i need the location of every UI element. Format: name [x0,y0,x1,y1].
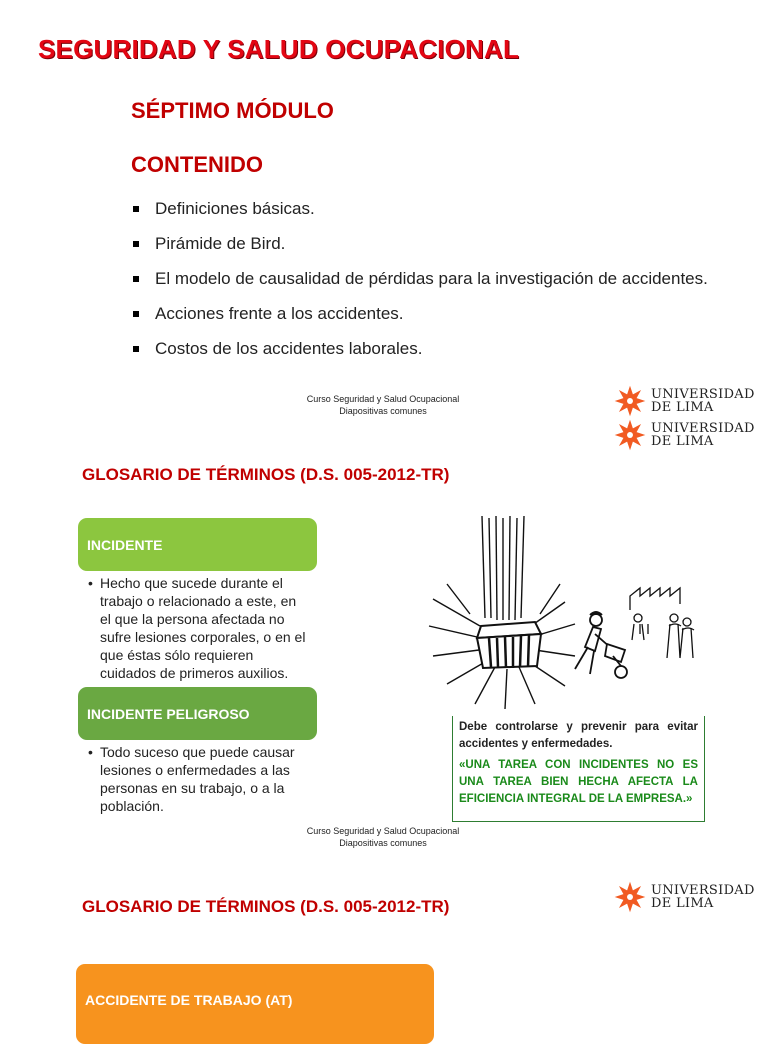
notice-text: Debe controlarse y prevenir para evitar accidentes y enfermedades. [459,721,698,750]
module-title: SÉPTIMO MÓDULO [131,98,334,123]
list-item [131,303,708,338]
term-description-text: Hecho que sucede durante el trabajo o relacionado a este, en el que la persona afectada no sufre lesiones corporales, o en el que éstas sólo requieren cuidados de primeros auxilios. [100,575,306,681]
bullet-dot-icon: • [88,744,93,760]
list-item-text: Costos de los accidentes laborales. [155,339,423,358]
list-item-text: Pirámide de Bird. [155,234,286,253]
bullet-square-icon [133,206,139,212]
term-label: INCIDENTE PELIGROSO [87,705,250,722]
notice-quote: «UNA TAREA CON INCIDENTES NO ES UNA TAREA BIEN HECHA AFECTA LA EFICIENCIA INTEGRAL DE LA EMPRESA.» [459,759,698,805]
logo-line2: DE LIMA [651,896,714,911]
bullet-square-icon [133,346,139,352]
term-incidente-peligroso-description [88,743,312,815]
main-title: SEGURIDAD Y SALUD OCUPACIONAL [38,34,520,64]
list-item [131,233,708,268]
term-incidente-box [78,518,317,571]
slide2-footer [268,825,498,849]
footer-subtitle: Diapositivas comunes [339,838,427,848]
bullet-square-icon [133,241,139,247]
term-label: INCIDENTE [87,536,163,553]
logo-line1: UNIVERSIDAD [651,421,755,436]
notice-box [452,716,705,822]
bullet-square-icon [133,311,139,317]
university-logo [613,880,755,914]
footer-course: Curso Seguridad y Salud Ocupacional [306,826,460,836]
list-item [131,198,708,233]
starburst-logo-icon [613,418,647,452]
term-description-text: Todo suceso que puede causar lesiones o enfermedades a las personas en su trabajo, o a la población. [100,744,295,814]
term-incidente-description [88,574,310,682]
footer-subtitle: Diapositivas comunes [339,406,427,416]
slide1-footer [268,393,498,417]
university-logo [613,418,755,452]
falling-crate-illustration [425,514,710,714]
starburst-logo-icon [613,384,647,418]
logo-line1: UNIVERSIDAD [651,883,755,898]
logo-line2: DE LIMA [651,434,714,449]
list-item-text: Acciones frente a los accidentes. [155,304,404,323]
list-item-text: Definiciones básicas. [155,199,315,218]
bullet-square-icon [133,276,139,282]
term-accidente-trabajo-box [76,964,434,1044]
list-item [131,268,708,303]
term-incidente-peligroso-box [78,687,317,740]
logo-line1: UNIVERSIDAD [651,387,755,402]
list-item-text: El modelo de causalidad de pérdidas para la investigación de accidentes. [155,269,708,288]
glossary-heading: GLOSARIO DE TÉRMINOS (D.S. 005-2012-TR) [82,465,450,484]
contents-list [131,198,708,373]
footer-course: Curso Seguridad y Salud Ocupacional [306,394,460,404]
logo-line2: DE LIMA [651,400,714,415]
starburst-logo-icon [613,880,647,914]
term-label: ACCIDENTE DE TRABAJO (AT) [85,992,293,1008]
bullet-dot-icon: • [88,575,93,591]
university-logo [613,384,755,418]
glossary-heading: GLOSARIO DE TÉRMINOS (D.S. 005-2012-TR) [82,897,450,916]
contents-heading: CONTENIDO [131,152,263,177]
list-item [131,338,708,373]
